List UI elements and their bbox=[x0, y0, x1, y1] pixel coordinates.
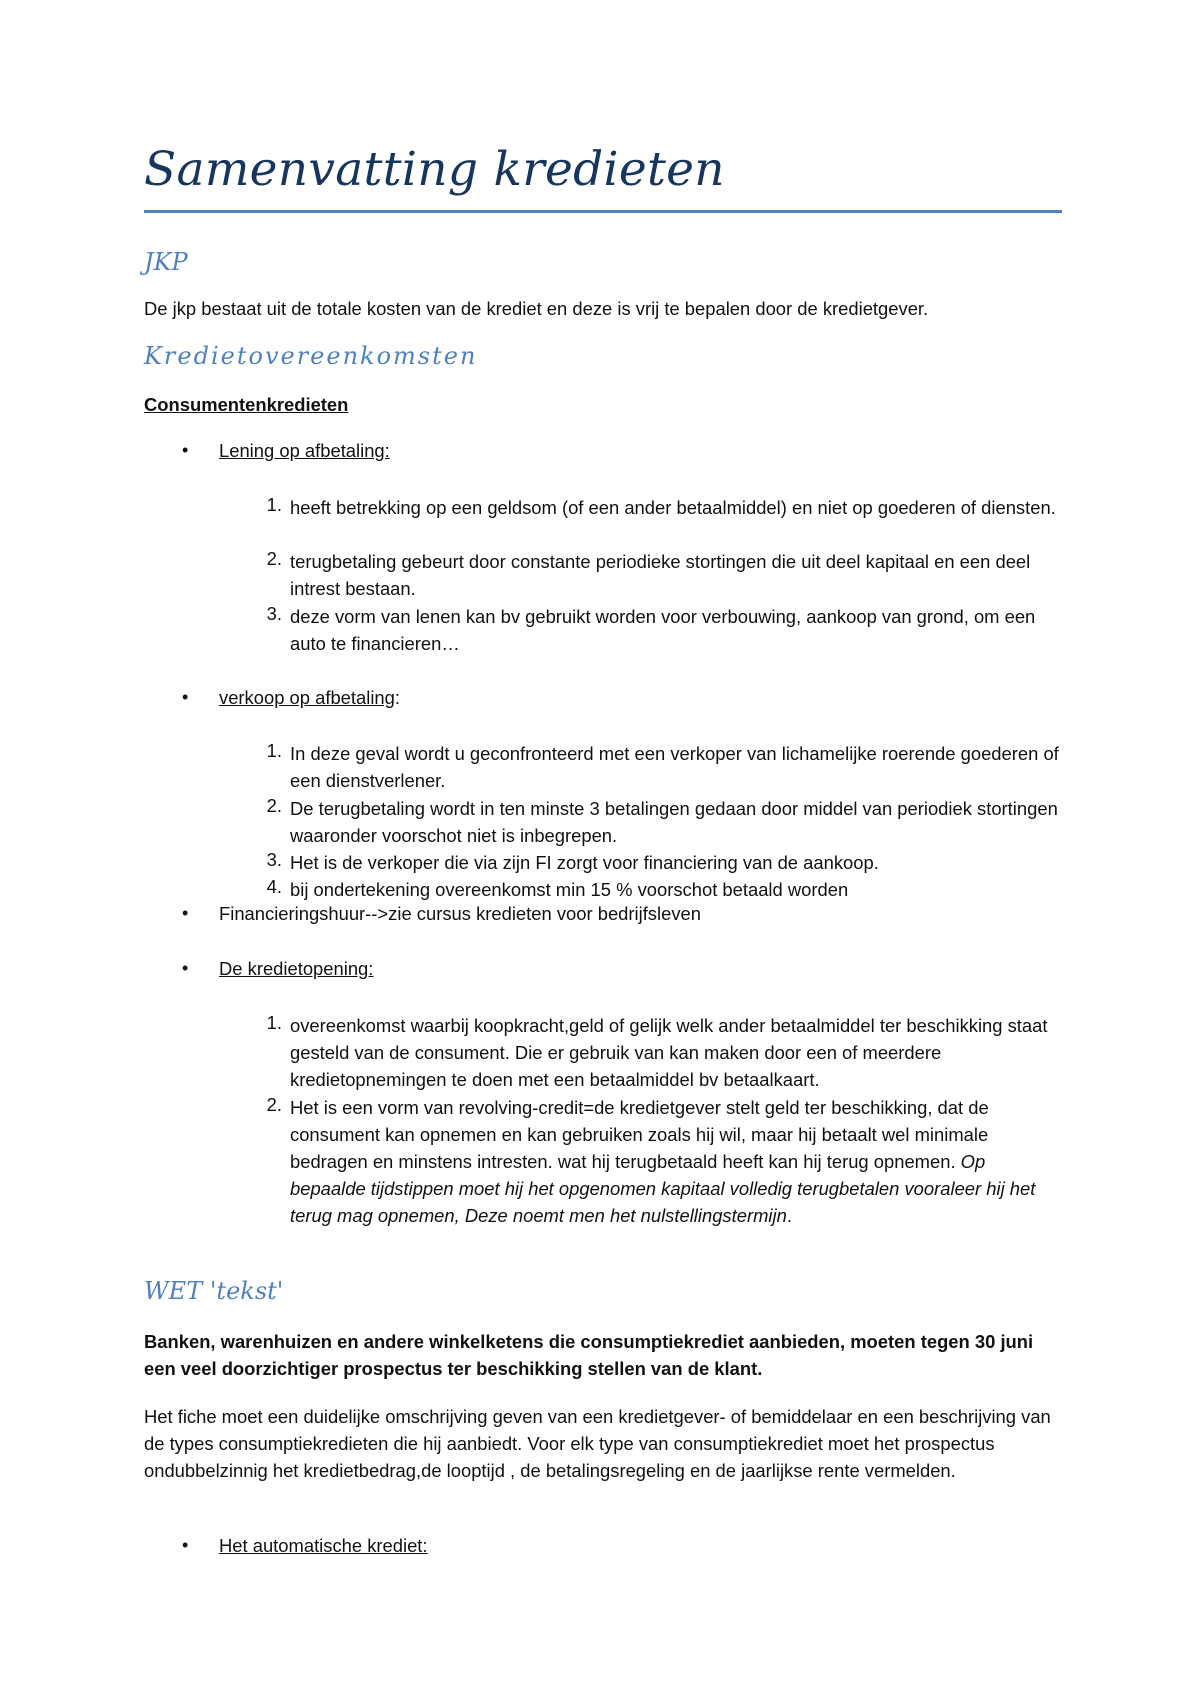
heading-kredietovereenkomsten: Kredietovereenkomsten bbox=[144, 342, 478, 370]
bullet-symbol: • bbox=[182, 958, 189, 978]
list-number: 1. bbox=[266, 1012, 282, 1033]
kredietopening-item-2-end: . bbox=[786, 1205, 792, 1226]
financieringshuur-label: Financieringshuur-->zie cursus kredieten voor bedrijfsleven bbox=[219, 903, 701, 924]
kredietopening-item-2 bbox=[290, 1094, 1062, 1229]
list-number: 1. bbox=[266, 740, 282, 761]
lening-item-2: terugbetaling gebeurt door constante periodieke stortingen die uit deel kapitaal en een deel intrest bestaan. bbox=[290, 551, 1031, 599]
bullet-symbol: • bbox=[182, 903, 189, 923]
bullet-symbol: • bbox=[182, 687, 189, 707]
heading-wet-tekst: WET 'tekst' bbox=[144, 1277, 284, 1305]
verkoop-item-3: Het is de verkoper die via zijn FI zorgt voor financiering van de aankoop. bbox=[290, 852, 879, 873]
list-number: 2. bbox=[266, 795, 282, 816]
bullet-symbol: • bbox=[182, 1535, 189, 1555]
verkoop-label-text: verkoop op afbetaling bbox=[219, 687, 395, 708]
list-number: 3. bbox=[266, 603, 282, 624]
jkp-paragraph: De jkp bestaat uit de totale kosten van de krediet en deze is vrij te bepalen door de kredietgever. bbox=[144, 298, 929, 319]
verkoop-item-4: bij ondertekening overeenkomst min 15 % voorschot betaald worden bbox=[290, 879, 849, 900]
list-number: 2. bbox=[266, 548, 282, 569]
heading-jkp: JKP bbox=[144, 248, 188, 276]
title-underline-rule bbox=[144, 210, 1062, 213]
verkoop-label bbox=[219, 687, 400, 709]
bullet-symbol: • bbox=[182, 440, 189, 460]
verkoop-label-colon: : bbox=[394, 687, 400, 708]
wet-bold-paragraph: Banken, warenhuizen en andere winkelketens die consumptiekrediet aanbieden, moeten tegen 30 juni een veel doorzichtiger prospectus ter beschikking stellen van de klant. bbox=[144, 1331, 1034, 1379]
lening-item-1: heeft betrekking op een geldsom (of een ander betaalmiddel) en niet op goederen of diensten. bbox=[290, 497, 1056, 518]
kredietopening-item-2-italic: Op bepaalde tijdstippen moet hij het opgenomen kapitaal volledig terugbetalen vooraleer hij het terug mag opnemen, Deze noemt men het nulstellingstermijn bbox=[290, 1151, 1036, 1226]
list-number: 2. bbox=[266, 1094, 282, 1115]
document-title: Samenvatting kredieten bbox=[144, 142, 725, 197]
list-number: 1. bbox=[266, 494, 282, 515]
kredietopening-item-1: overeenkomst waarbij koopkracht,geld of gelijk welk ander betaalmiddel ter beschikking staat gesteld van de consument. Die er gebruik van kan maken door een of meerdere kredietopnemingen te doen met een betaalmiddel bv betaalkaart. bbox=[290, 1015, 1048, 1090]
wet-paragraph: Het fiche moet een duidelijke omschrijving geven van een kredietgever- of bemiddelaar en een beschrijving van de types consumptiekredieten die hij aanbiedt. Voor elk type van consumptiekrediet moet het prospectus ondubbelzinnig het kredietbedrag,de looptijd , de betalingsregeling en de jaarlijkse rente vermelden. bbox=[144, 1406, 1051, 1481]
automatisch-krediet-label: Het automatische krediet: bbox=[219, 1535, 428, 1556]
kredietopening-item-2-text: Het is een vorm van revolving-credit=de kredietgever stelt geld ter beschikking, dat de consument kan opnemen en kan gebruiken zoals hij wil, maar hij betaalt wel minimale bedragen en minstens intresten. wat hij terugbetaald heeft kan hij terug opnemen. bbox=[290, 1097, 989, 1172]
list-number: 3. bbox=[266, 849, 282, 870]
kredietopening-label: De kredietopening: bbox=[219, 958, 374, 979]
verkoop-item-2: De terugbetaling wordt in ten minste 3 betalingen gedaan door middel van periodiek stortingen waaronder voorschot niet is inbegrepen. bbox=[290, 798, 1058, 846]
lening-label: Lening op afbetaling: bbox=[219, 440, 390, 461]
verkoop-item-1: In deze geval wordt u geconfronteerd met een verkoper van lichamelijke roerende goederen of een dienstverlener. bbox=[290, 743, 1059, 791]
lening-item-3: deze vorm van lenen kan bv gebruikt worden voor verbouwing, aankoop van grond, om een auto te financieren… bbox=[290, 606, 1036, 654]
subheading-consumentenkredieten: Consumentenkredieten bbox=[144, 394, 349, 415]
list-number: 4. bbox=[266, 876, 282, 897]
